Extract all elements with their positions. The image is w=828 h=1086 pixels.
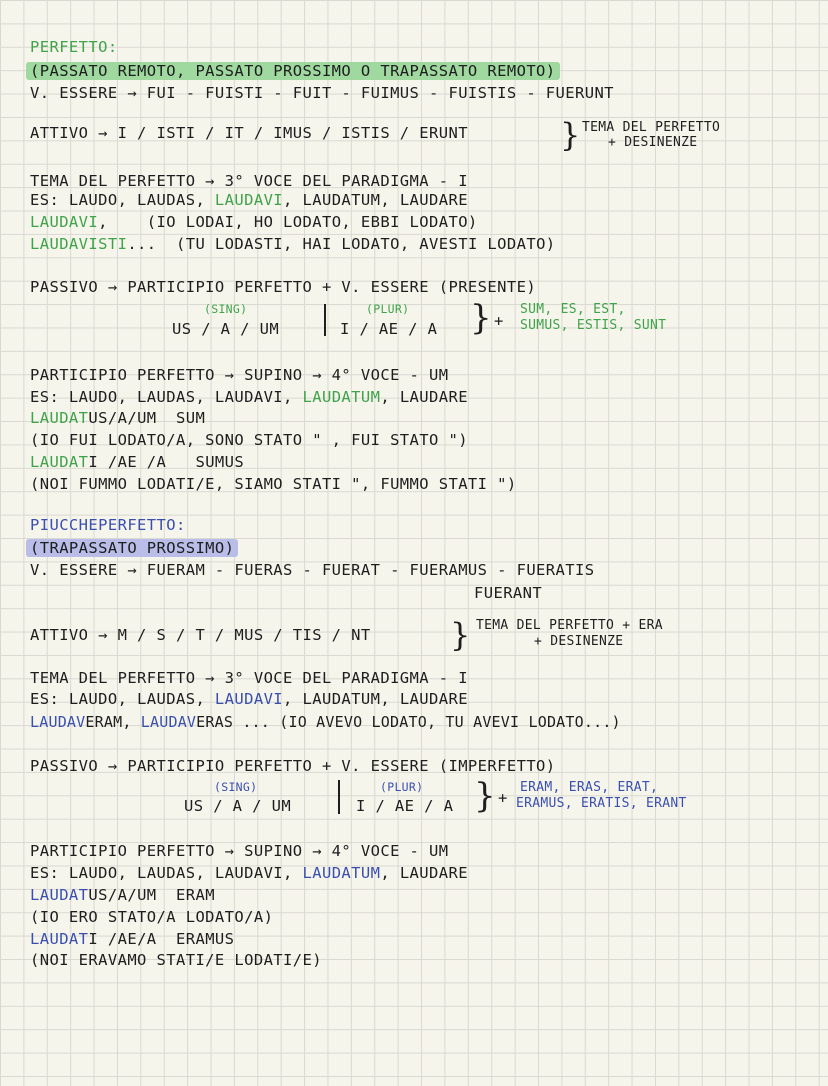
piucche-divider xyxy=(338,780,340,814)
piucche-es2-pre: ES: LAUDO, LAUDAS, LAUDAVI, xyxy=(30,864,303,882)
piucche-es2-post: , LAUDARE xyxy=(380,864,468,882)
perfetto-ex4-trans: (NOI FUMMO LODATI/E, SIAMO STATI ", FUMMO STATI ") xyxy=(30,475,517,493)
piucche-es2-highlight: LAUDATUM xyxy=(302,864,381,882)
perfetto-divider xyxy=(324,304,326,336)
piucche-essere-cont: FUERANT xyxy=(474,584,543,602)
perfetto-essere-forms-1: SUM, ES, EST, xyxy=(520,302,626,317)
piucche-plur-forms: I / AE / A xyxy=(356,797,454,815)
perfetto-participio: PARTICIPIO PERFETTO → SUPINO → 4° VOCE - UM xyxy=(30,366,449,384)
piucche-ex4-highlight: LAUDAT xyxy=(30,930,89,948)
piucche-tema: TEMA DEL PERFETTO → 3° VOCE DEL PARADIGMA - I xyxy=(30,669,468,687)
perfetto-ex4-highlight: LAUDAT xyxy=(30,453,89,471)
piucche-attivo-brace: } xyxy=(450,616,471,654)
perfetto-attivo-note-2: + DESINENZE xyxy=(608,135,698,150)
piucche-attivo: ATTIVO → M / S / T / MUS / TIS / NT xyxy=(30,626,371,644)
perfetto-ex3-rest: US/A/UM SUM xyxy=(88,409,206,427)
perfetto-ex2-rest: ... (TU LODASTI, HAI LODATO, AVESTI LODATO) xyxy=(127,235,556,253)
perfetto-es2-highlight: LAUDATUM xyxy=(302,388,381,406)
perfetto-title: PERFETTO: xyxy=(30,38,118,56)
piucche-attivo-note-2: + DESINENZE xyxy=(534,634,624,649)
perfetto-attivo-brace: } xyxy=(560,116,581,154)
perfetto-sing-label: (SING) xyxy=(204,302,248,316)
piucche-ex3 xyxy=(30,886,215,904)
perfetto-subtitle xyxy=(26,62,560,80)
piucche-subtitle xyxy=(26,539,238,557)
piucche-es1 xyxy=(30,690,468,708)
piucche-ex1-rest: ERAM, xyxy=(85,713,141,731)
piucche-ex3-rest: US/A/UM ERAM xyxy=(88,886,215,904)
piucche-ex4-rest: I /AE/A ERAMUS xyxy=(88,930,235,948)
perfetto-ex1-highlight: LAUDAVI xyxy=(30,213,99,231)
piucche-es1-highlight: LAUDAVI xyxy=(214,690,284,708)
perfetto-ex2 xyxy=(30,235,556,253)
piucche-subtitle-text: (TRAPASSATO PROSSIMO) xyxy=(26,539,238,557)
piucche-ex4 xyxy=(30,930,234,948)
perfetto-ex3-trans: (IO FUI LODATO/A, SONO STATO " , FUI STATO ") xyxy=(30,431,468,449)
perfetto-ex2-highlight: LAUDAVISTI xyxy=(30,235,128,253)
perfetto-es1-highlight: LAUDAVI xyxy=(214,191,284,209)
piucche-es1-post: , LAUDATUM, LAUDARE xyxy=(283,690,468,708)
perfetto-ex4 xyxy=(30,453,244,471)
perfetto-passivo: PASSIVO → PARTICIPIO PERFETTO + V. ESSERE (PRESENTE) xyxy=(30,278,537,296)
perfetto-es1-pre: ES: LAUDO, LAUDAS, xyxy=(30,191,215,209)
piucche-es2 xyxy=(30,864,468,882)
perfetto-tema: TEMA DEL PERFETTO → 3° VOCE DEL PARADIGMA - I xyxy=(30,172,468,190)
perfetto-es2-post: , LAUDARE xyxy=(380,388,468,406)
piucche-sing-label: (SING) xyxy=(214,780,258,794)
perfetto-ex1 xyxy=(30,213,478,231)
perfetto-es1 xyxy=(30,191,468,209)
perfetto-passivo-brace: } xyxy=(470,298,492,338)
perfetto-plus: + xyxy=(494,312,504,330)
piucche-es1-pre: ES: LAUDO, LAUDAS, xyxy=(30,690,215,708)
piucche-essere-forms-2: ERAMUS, ERATIS, ERANT xyxy=(516,796,687,811)
perfetto-sing-forms: US / A / UM xyxy=(172,320,280,338)
piucche-ex1-rest-2: ERAS ... (IO AVEVO LODATO, TU AVEVI LODATO...) xyxy=(196,713,621,731)
piucche-plur-label: (PLUR) xyxy=(380,780,424,794)
piucche-passivo: PASSIVO → PARTICIPIO PERFETTO + V. ESSERE (IMPERFETTO) xyxy=(30,757,556,775)
piucche-ex4-trans: (NOI ERAVAMO STATI/E LODATI/E) xyxy=(30,951,322,969)
perfetto-ex4-rest: I /AE /A SUMUS xyxy=(88,453,245,471)
piucche-ex1-highlight: LAUDAV xyxy=(30,713,86,731)
perfetto-es2 xyxy=(30,388,468,406)
perfetto-plur-label: (PLUR) xyxy=(366,302,410,316)
piucche-ex3-trans: (IO ERO STATO/A LODATO/A) xyxy=(30,908,274,926)
perfetto-ex3 xyxy=(30,409,205,427)
piucche-essere-forms-1: ERAM, ERAS, ERAT, xyxy=(520,780,659,795)
perfetto-plur-forms: I / AE / A xyxy=(340,320,438,338)
perfetto-essere: V. ESSERE → FUI - FUISTI - FUIT - FUIMUS - FUISTIS - FUERUNT xyxy=(30,84,614,102)
perfetto-es2-pre: ES: LAUDO, LAUDAS, LAUDAVI, xyxy=(30,388,303,406)
perfetto-ex1-rest: , (IO LODAI, HO LODATO, EBBI LODATO) xyxy=(98,213,478,231)
piucche-title: PIUCCHEPERFETTO: xyxy=(30,516,186,534)
piucche-participio: PARTICIPIO PERFETTO → SUPINO → 4° VOCE - UM xyxy=(30,842,449,860)
perfetto-subtitle-text: (PASSATO REMOTO, PASSATO PROSSIMO O TRAPASSATO REMOTO) xyxy=(26,62,560,80)
perfetto-es1-post: , LAUDATUM, LAUDARE xyxy=(283,191,468,209)
piucche-ex1-highlight-2: LAUDAV xyxy=(140,713,197,731)
perfetto-attivo: ATTIVO → I / ISTI / IT / IMUS / ISTIS / ERUNT xyxy=(30,124,468,142)
perfetto-ex3-highlight: LAUDAT xyxy=(30,409,89,427)
piucche-essere: V. ESSERE → FUERAM - FUERAS - FUERAT - FUERAMUS - FUERATIS xyxy=(30,561,595,579)
piucche-passivo-brace: } xyxy=(474,776,496,816)
piucche-attivo-note-1: TEMA DEL PERFETTO + ERA xyxy=(476,618,663,633)
perfetto-attivo-note-1: TEMA DEL PERFETTO xyxy=(582,120,721,135)
piucche-sing-forms: US / A / UM xyxy=(184,797,292,815)
piucche-ex3-highlight: LAUDAT xyxy=(30,886,89,904)
piucche-ex1 xyxy=(30,713,621,731)
perfetto-essere-forms-2: SUMUS, ESTIS, SUNT xyxy=(520,318,667,333)
piucche-plus: + xyxy=(498,789,508,807)
